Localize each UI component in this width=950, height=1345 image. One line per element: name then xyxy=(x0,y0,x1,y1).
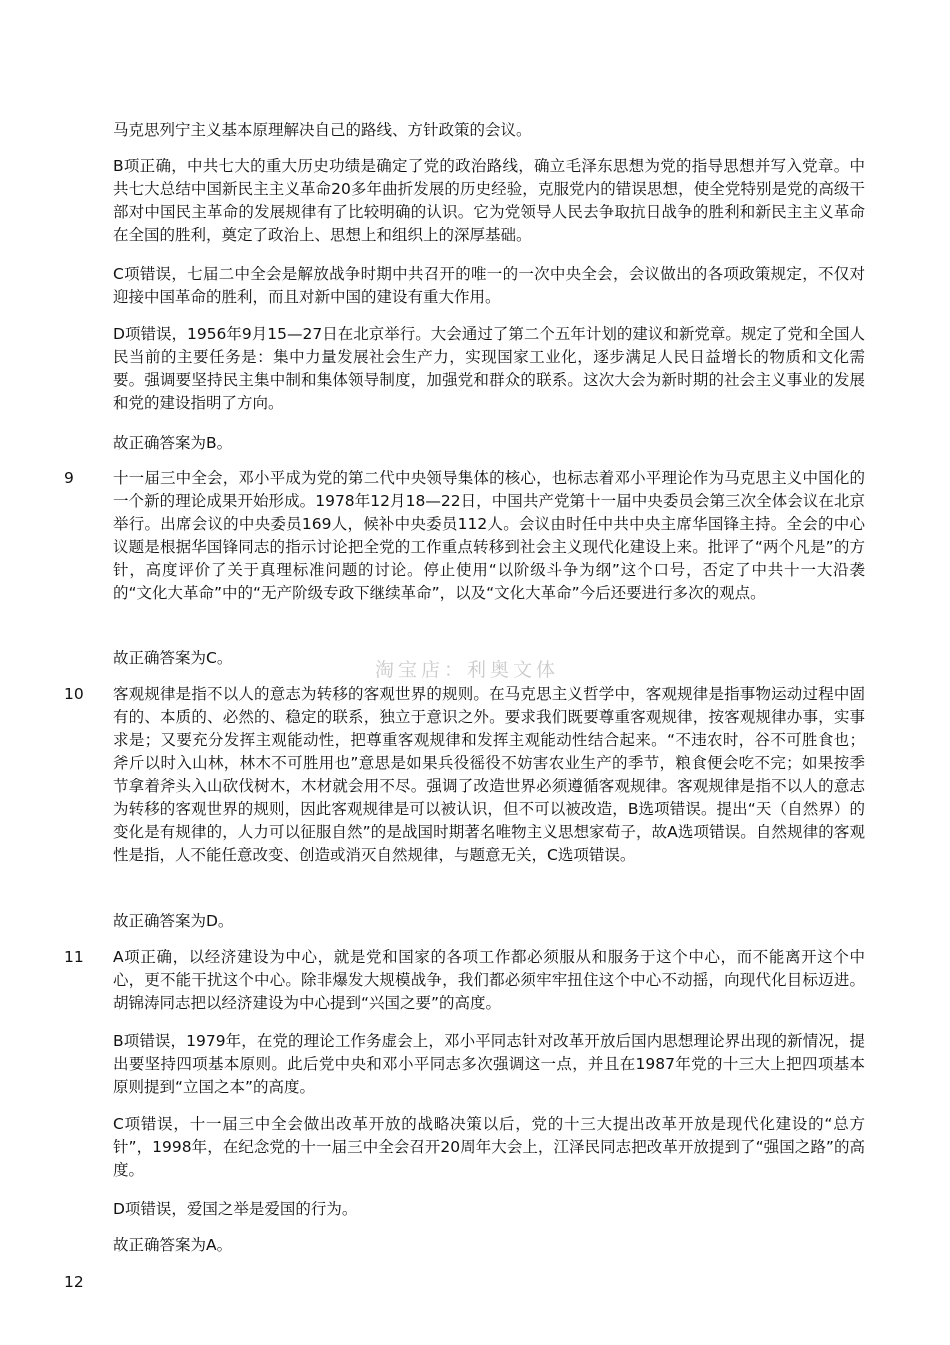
paragraph-option-d: D项错误，爱国之举是爱国的行为。 xyxy=(113,1200,358,1218)
question-number: 11 xyxy=(64,948,84,966)
paragraph-option-c: C项错误，十一届三中全会做出改革开放的战略决策以后，党的十三大提出改革开放是现代化建设的“总方针”，1998年，在纪念党的十一届三中全会召开20周年大会上，江泽民同志把改革开放提到了“强国之路”的高度。 xyxy=(113,1115,865,1179)
question-number: 9 xyxy=(64,469,74,487)
watermark-text: 淘宝店：利奥文体 xyxy=(375,659,560,681)
question-number: 12 xyxy=(64,1273,84,1291)
paragraph-option-a: A项正确，以经济建设为中心，就是党和国家的各项工作都必须服从和服务于这个中心，而不能离开这个中心，更不能干扰这个中心。除非爆发大规模战争，我们都必须牢牢扭住这个中心不动摇，向现代化目标迈进。胡锦涛同志把以经济建设为中心提到“兴国之要”的高度。 xyxy=(113,948,865,1012)
paragraph-continuation: 马克思列宁主义基本原理解决自己的路线、方针政策的会议。 xyxy=(113,121,532,139)
paragraph-option-d: D项错误，1956年9月15—27日在北京举行。大会通过了第二个五年计划的建议和新党章。规定了党和全国人民当前的主要任务是：集中力量发展社会生产力，实现国家工业化，逐步满足人民日益增长的物质和文化需要。强调要坚持民主集中制和集体领导制度，加强党和群众的联系。这次大会为新时期的社会主义事业的发展和党的建设指明了方向。 xyxy=(113,325,865,412)
question-number: 10 xyxy=(64,685,84,703)
answer-line: 故正确答案为B。 xyxy=(113,434,233,452)
paragraph-option-b: B项错误，1979年，在党的理论工作务虚会上，邓小平同志针对改革开放后国内思想理论界出现的新情况，提出要坚持四项基本原则。此后党中央和邓小平同志多次强调这一点，并且在1987年党的十三大上把四项基本原则提到“立国之本”的高度。 xyxy=(113,1032,865,1096)
answer-line: 故正确答案为A。 xyxy=(113,1236,233,1254)
paragraph-option-c: C项错误，七届二中全会是解放战争时期中共召开的唯一的一次中央全会，会议做出的各项政策规定，不仅对迎接中国革命的胜利，而且对新中国的建设有重大作用。 xyxy=(113,265,865,306)
question-explanation: 客观规律是指不以人的意志为转移的客观世界的规则。在马克思主义哲学中，客观规律是指事物运动过程中固有的、本质的、必然的、稳定的联系，独立于意识之外。要求我们既要尊重客观规律，按客观规律办事，实事求是；又要充分发挥主观能动性，把尊重客观规律和发挥主观能动性结合起来。“不违农时，谷不可胜食也；斧斤以时入山林，林木不可胜用也”意思是如果兵役徭役不妨害农业生产的季节，粮食便会吃不完；如果按季节拿着斧头入山砍伐树木，木材就会用不尽。强调了改造世界必须遵循客观规律。客观规律是指不以人的意志为转移的客观世界的规则，因此客观规律是可以被认识，但不可以被改造，B选项错误。提出“天（自然界）的变化是有规律的，人力可以征服自然”的是战国时期著名唯物主义思想家荀子，故A选项错误。自然规律的客观性是指，人不能任意改变、创造或消灭自然规律，与题意无关，C选项错误。 xyxy=(113,685,865,864)
question-explanation: 十一届三中全会，邓小平成为党的第二代中央领导集体的核心，也标志着邓小平理论作为马克思主义中国化的一个新的理论成果开始形成。1978年12月18—22日，中国共产党第十一届中央委员会第三次全体会议在北京举行。出席会议的中央委员169人，候补中央委员112人。会议由时任中共中央主席华国锋主持。全会的中心议题是根据华国锋同志的指示讨论把全党的工作重点转移到社会主义现代化建设上来。批评了“两个凡是”的方针，高度评价了关于真理标准问题的讨论。停止使用“以阶级斗争为纲”这个口号，否定了中共十一大沿袭的“文化大革命”中的“无产阶级专政下继续革命”，以及“文化大革命”今后还要进行多次的观点。 xyxy=(113,469,865,602)
answer-line: 故正确答案为D。 xyxy=(113,912,234,930)
answer-line: 故正确答案为C。 xyxy=(113,649,233,667)
paragraph-option-b: B项正确，中共七大的重大历史功绩是确定了党的政治路线，确立毛泽东思想为党的指导思想并写入党章。中共七大总结中国新民主主义革命20多年曲折发展的历史经验，克服党内的错误思想，使全党特别是党的高级干部对中国民主革命的发展规律有了比较明确的认识。它为党领导人民去争取抗日战争的胜利和新民主主义革命在全国的胜利，奠定了政治上、思想上和组织上的深厚基础。 xyxy=(113,157,865,244)
